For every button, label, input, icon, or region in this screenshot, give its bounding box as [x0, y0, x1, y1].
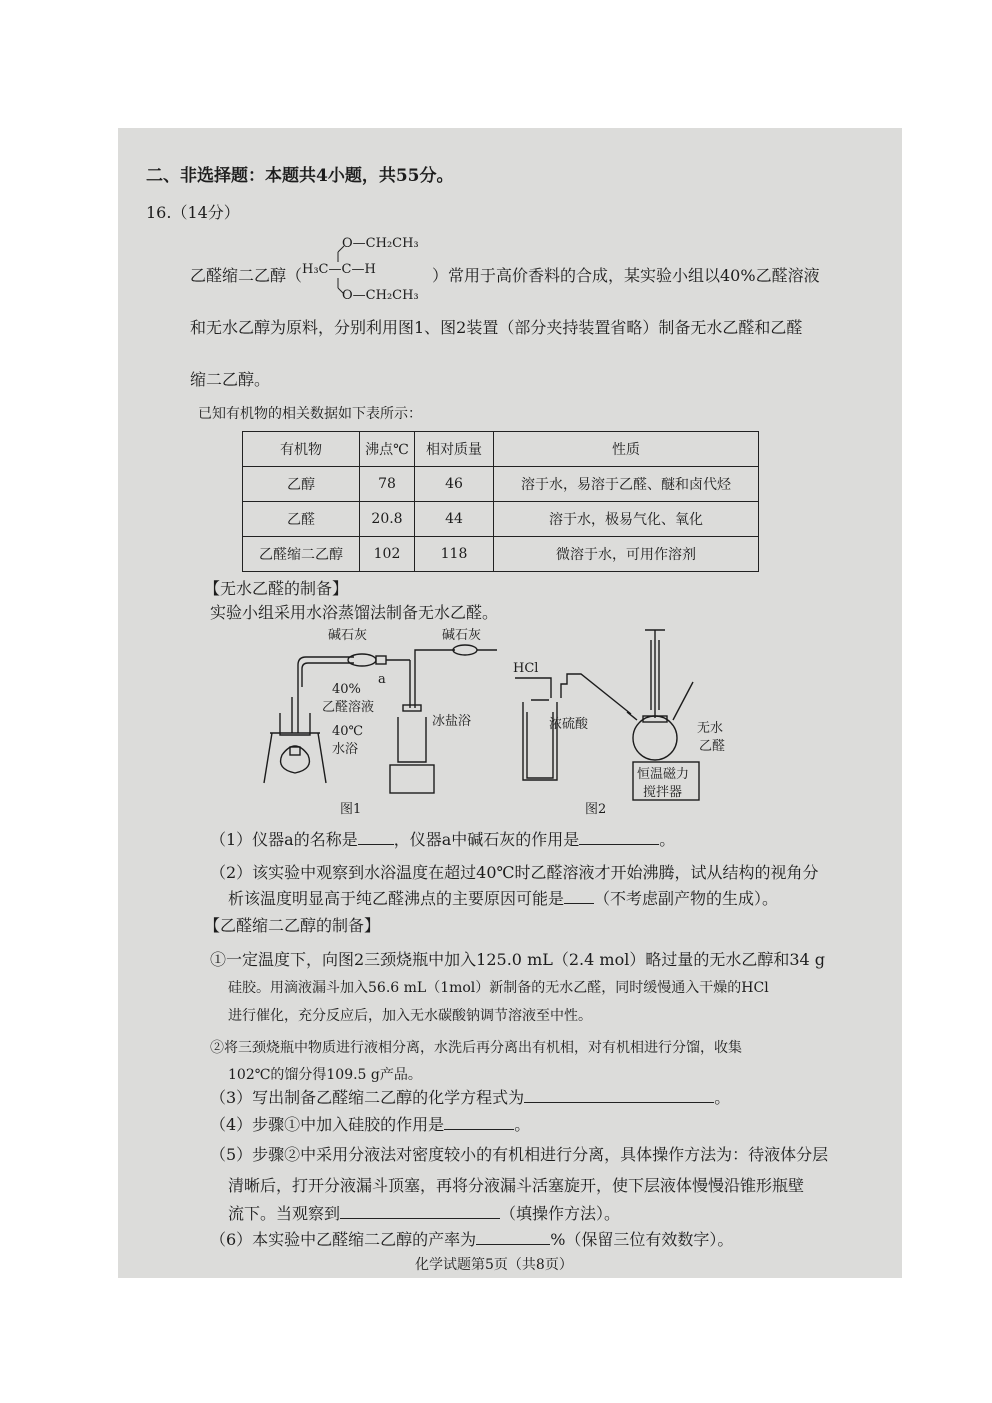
intro-line1-a: 乙醛缩二乙醇（ [190, 266, 303, 285]
question-6-blank[interactable] [476, 1229, 550, 1245]
question-5-line1: （5）步骤②中采用分液法对密度较小的有机相进行分离，具体操作方法为：待液体分层 [210, 1145, 829, 1164]
table-cell: 78 [360, 467, 415, 502]
question-1-text-c: 。 [659, 830, 676, 849]
step-1-line1: ①一定温度下，向图2三颈烧瓶中加入125.0 mL（2.4 mol）略过量的无水乙醇和34 g [210, 950, 826, 969]
fig2-label-anhydrous-2: 乙醛 [699, 739, 725, 754]
fig1-label-a: a [378, 672, 386, 687]
table-cell: 溶于水，易溶于乙醛、醚和卤代烃 [494, 467, 759, 502]
question-1-text-a: （1）仪器a的名称是 [210, 830, 358, 849]
table-cell: 118 [415, 537, 494, 572]
intro-line3: 缩二乙醇。 [190, 370, 271, 389]
section-b-title: 【乙醛缩二乙醇的制备】 [204, 916, 381, 935]
molecule-top: O—CH₂CH₃ [342, 236, 419, 251]
table-header: 有机物 [243, 432, 360, 467]
step-1-line3: 进行催化，充分反应后，加入无水碳酸钠调节溶液至中性。 [228, 1008, 592, 1024]
question-6-text-b: %（保留三位有效数字）。 [550, 1230, 734, 1249]
question-5-text-a: 流下。当观察到 [228, 1204, 341, 1223]
section-a-text: 实验小组采用水浴蒸馏法制备无水乙醛。 [210, 603, 499, 622]
question-5-line2: 清晰后，打开分液漏斗顶塞，再将分液漏斗活塞旋开，使下层液体慢慢沿锥形瓶壁 [228, 1176, 805, 1195]
fig2-label-acid: 浓硫酸 [549, 717, 589, 732]
question-5-line3 [228, 1203, 620, 1224]
step-2-line1: ②将三颈烧瓶中物质进行液相分离，水洗后再分离出有机相，对有机相进行分馏，收集 [210, 1040, 742, 1056]
fig1-label-soda-lime-1: 碱石灰 [328, 628, 368, 643]
page-footer: 化学试题第5页（共8页） [415, 1257, 573, 1273]
table-intro: 已知有机物的相关数据如下表所示： [198, 406, 422, 422]
fig2-label-stirrer-1: 恒温磁力 [637, 767, 690, 782]
question-2-text-b: （不考虑副产物的生成）。 [594, 889, 779, 908]
table-header: 沸点℃ [360, 432, 415, 467]
molecule-middle: H₃C—C—H [302, 262, 376, 277]
fig2-label-stirrer-2: 搅拌器 [643, 785, 683, 800]
question-1 [210, 829, 675, 850]
table-cell: 46 [415, 467, 494, 502]
table-row [243, 502, 759, 537]
question-1-blank-1[interactable] [358, 829, 394, 845]
table-row [243, 537, 759, 572]
table-cell: 44 [415, 502, 494, 537]
intro-line1-b: ）常用于高价香料的合成，某实验小组以40%乙醛溶液 [432, 266, 820, 285]
table-row [243, 467, 759, 502]
table-cell: 乙醇 [243, 467, 360, 502]
section-a-title: 【无水乙醛的制备】 [204, 579, 349, 598]
table-header: 相对质量 [415, 432, 494, 467]
section-title: 二、非选择题：本题共4小题，共55分。 [146, 166, 454, 186]
figure-1-caption: 图1 [340, 802, 362, 817]
table-cell: 微溶于水，可用作溶剂 [494, 537, 759, 572]
table-cell: 溶于水，极易气化、氧化 [494, 502, 759, 537]
step-1-line2: 硅胶。用滴液漏斗加入56.6 mL（1mol）新制备的无水乙醛，同时缓慢通入干燥的HCl [228, 980, 769, 996]
question-4-text: （4）步骤①中加入硅胶的作用是 [210, 1115, 445, 1134]
question-2-text-a: 析该温度明显高于纯乙醛沸点的主要原因可能是 [228, 889, 565, 908]
question-3-blank[interactable] [524, 1087, 714, 1103]
step-2-line2: 102℃的馏分得109.5 g产品。 [228, 1067, 422, 1083]
question-4 [210, 1114, 530, 1135]
question-number: 16.（14分） [146, 203, 240, 222]
question-6 [210, 1229, 733, 1250]
table-header-row [243, 432, 759, 467]
question-5-text-b: （填操作方法）。 [500, 1204, 621, 1223]
question-3-text: （3）写出制备乙醛缩二乙醇的化学方程式为 [210, 1088, 525, 1107]
question-2-line2 [228, 888, 778, 909]
question-5-blank[interactable] [340, 1203, 500, 1219]
question-2-blank[interactable] [564, 888, 594, 904]
question-4-end: 。 [514, 1115, 531, 1134]
question-3 [210, 1087, 730, 1108]
fig1-label-sol-1: 40% [332, 682, 361, 697]
fig2-label-hcl: HCl [513, 661, 539, 676]
fig1-label-sol-2: 乙醛溶液 [322, 700, 375, 715]
table-cell: 乙醛 [243, 502, 360, 537]
question-6-text-a: （6）本实验中乙醛缩二乙醇的产率为 [210, 1230, 477, 1249]
figure-2-caption: 图2 [585, 802, 607, 817]
question-4-blank[interactable] [444, 1114, 514, 1130]
fig2-label-anhydrous-1: 无水 [697, 721, 724, 736]
figure-1-apparatus [250, 625, 510, 820]
fig1-label-ice: 冰盐浴 [432, 714, 472, 729]
table-cell: 102 [360, 537, 415, 572]
table-header: 性质 [494, 432, 759, 467]
properties-table [242, 431, 759, 572]
fig1-label-bath-1: 40℃ [332, 724, 364, 739]
fig1-label-bath-2: 水浴 [332, 742, 359, 757]
intro-line2: 和无水乙醇为原料，分别利用图1、图2装置（部分夹持装置省略）制备无水乙醛和乙醛 [190, 318, 803, 337]
molecule-bottom: O—CH₂CH₃ [342, 288, 419, 303]
table-cell: 乙醛缩二乙醇 [243, 537, 360, 572]
question-1-blank-2[interactable] [579, 829, 659, 845]
question-2-line1: （2）该实验中观察到水浴温度在超过40℃时乙醛溶液才开始沸腾，试从结构的视角分 [210, 863, 819, 882]
fig1-label-soda-lime-2: 碱石灰 [442, 628, 482, 643]
table-cell: 20.8 [360, 502, 415, 537]
figure-2-apparatus [505, 620, 725, 820]
molecule-bonds [330, 240, 360, 300]
question-3-end: 。 [714, 1088, 731, 1107]
question-1-text-b: ，仪器a中碱石灰的作用是 [393, 830, 580, 849]
